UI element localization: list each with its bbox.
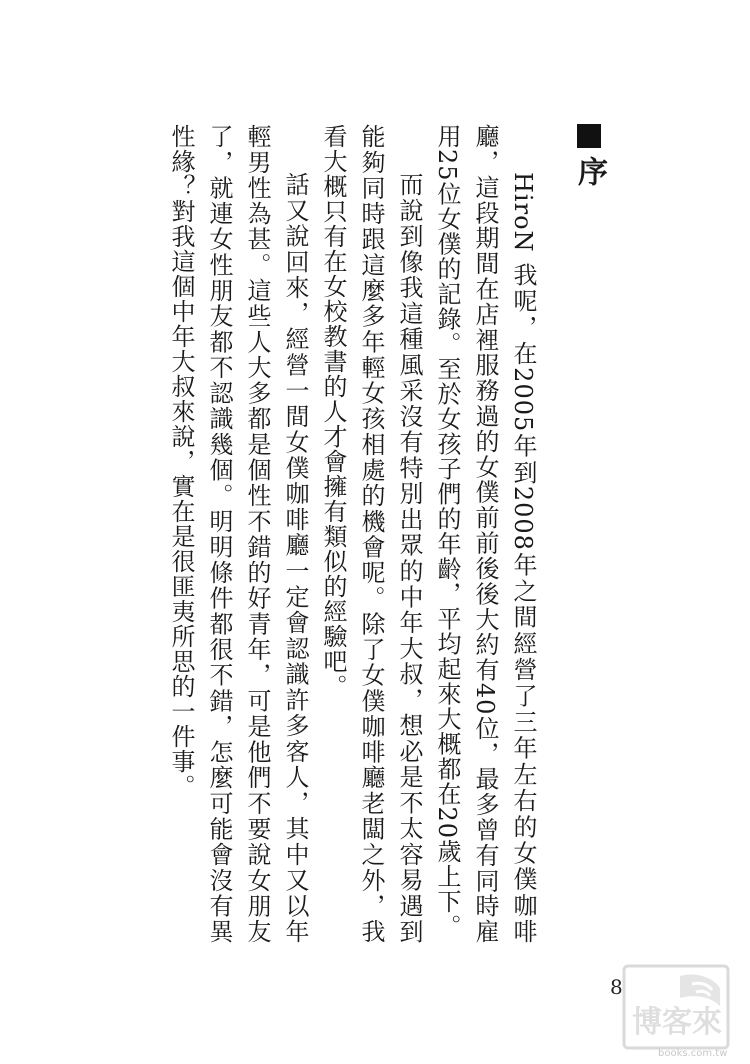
heading-title: 序 <box>572 156 607 187</box>
heading-square-icon <box>577 124 601 148</box>
vertical-text-block <box>162 124 610 944</box>
watermark-logo-icon <box>622 962 734 1058</box>
page-number: 8 <box>610 975 623 999</box>
svg-text:博客來: 博客來 <box>632 1005 722 1040</box>
section-heading <box>568 124 610 944</box>
paragraph-3: 話又說回來，經營一間女僕咖啡廳一定會認識許多客人，其中又以年輕男性為甚。這些人大多都是個性不錯的好青年，可是他們不要說女朋友了，就連女性朋友都不認識幾個。明明條件都很不錯，怎麼可能會沒有異性緣？對我這個中年大叔來說，實在是很匪夷所思的一件事。 <box>167 124 309 944</box>
paragraph-2: 而說到像我這種風采沒有特別出眾的中年大叔，想必是不太容易遇到能夠同時跟這麼多年輕女孩相處的機會呢。除了女僕咖啡廳老闆之外，我看大概只有在女校教書的人才會擁有類似的經驗吧。 <box>319 124 423 944</box>
bookstore-watermark-logo <box>622 962 734 1058</box>
svg-text:books.com.tw: books.com.tw <box>658 1048 728 1058</box>
paragraph-1: HiroN 我呢，在2005年到2008年之間經營了三年左右的女僕咖啡廳，這段期間在店裡服務過的女僕前前後後大約有40位，最多曾有同時雇用25位女僕的記錄。至於女孩子們的年齡，平均起來大概都在20歲上下。 <box>433 124 537 944</box>
